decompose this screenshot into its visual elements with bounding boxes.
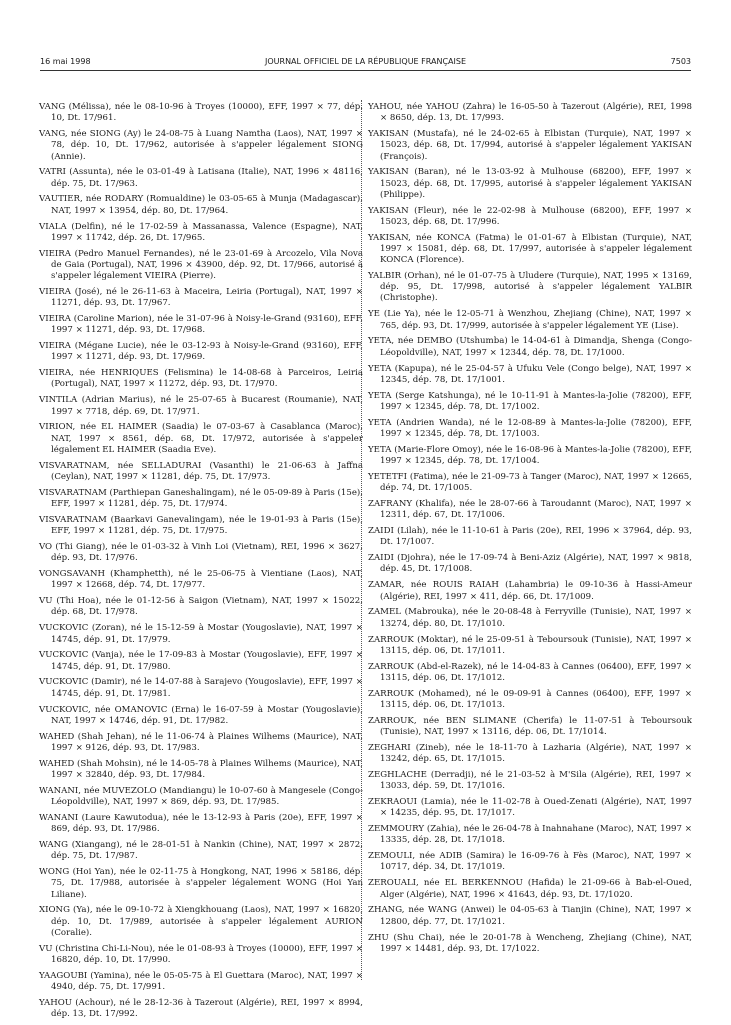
register-entry: VO (Thi Giang), née le 01-03-32 à Vinh Loi (Vietnam), REI, 1996 × 3627, dép. 93, Dt. 17/976. — [39, 542, 363, 564]
register-entry: YETA (Marie-Flore Omoy), née le 16-08-96 à Mantes-la-Jolie (78200), EFF, 1997 × 12345, dép. 78, Dt. 17/1004. — [368, 444, 692, 467]
register-entry: YETETFI (Fatima), née le 21-09-73 à Tanger (Maroc), NAT, 1997 × 12665, dép. 74, Dt. 17/1005. — [368, 471, 692, 494]
register-entry: ZHU (Shu Chai), née le 20-01-78 à Wencheng, Zhejiang (Chine), NAT, 1997 × 14481, dép. 93, Dt. 17/1022. — [368, 932, 692, 954]
register-entry: VISVARATNAM (Baarkavi Ganevalingam), née le 19-01-93 à Paris (15e), EFF, 1997 × 11281, dép. 75, Dt. 17/975. — [39, 514, 363, 537]
register-entry: ZARROUK (Mohamed), né le 09-09-91 à Cannes (06400), EFF, 1997 × 13115, dép. 06, Dt. 17/1013. — [368, 688, 692, 710]
register-entry: YETA (Serge Katshunga), né le 10-11-91 à Mantes-la-Jolie (78200), EFF, 1997 × 12345, dép. 78, Dt. 17/1002. — [368, 390, 692, 412]
register-entry: VUCKOVIC (Damir), né le 14-07-88 à Sarajevo (Yougoslavie), EFF, 1997 × 14745, dép. 91, Dt. 17/981. — [39, 677, 363, 699]
register-entry: YAHOU, née YAHOU (Zahra) le 16-05-50 à Tazerout (Algérie), REI, 1998 × 8650, dép. 13, Dt. 17/993. — [368, 102, 692, 124]
register-entry: ZEROUALI, née EL BERKENNOU (Hafida) le 21-09-66 à Bab-el-Oued, Alger (Algérie), NAT, 1996 × 41643, dép. 93, Dt. 17/1020. — [368, 878, 692, 900]
register-entry: VISVARATNAM (Parthiepan Ganeshalingam), né le 05-09-89 à Paris (15e), EFF, 1997 × 11281, dép. 75, Dt. 17/974. — [39, 487, 363, 510]
register-entry: VUCKOVIC (Zoran), né le 15-12-59 à Mostar (Yougoslavie), NAT, 1997 × 14745, dép. 91, Dt. 17/979. — [39, 623, 363, 645]
register-entry: YAHOU (Achour), né le 28-12-36 à Tazerout (Algérie), REI, 1997 × 8994, dép. 13, Dt. 17/992. — [39, 997, 363, 1020]
left-column — [39, 102, 363, 1025]
register-entry: WONG (Hoi Yan), née le 02-11-75 à Hongkong, NAT, 1996 × 58186, dép. 75, Dt. 17/988, autorisée à s'appeler légalement WONG (Hoi Yan Liliane). — [39, 867, 363, 900]
header-page-number: 7503 — [670, 57, 691, 66]
register-entry: YETA, née DEMBO (Utshumba) le 14-04-61 à Dimandja, Shenga (Congo-Léopoldville), NAT, 1997 × 12344, dép. 78, Dt. 17/1000. — [368, 336, 692, 358]
register-entry: ZEGHLACHE (Derradji), né le 21-03-52 à M'Sila (Algérie), REI, 1997 × 13033, dép. 59, Dt. 17/1016. — [368, 769, 692, 792]
register-entry: VUCKOVIC (Vanja), née le 17-09-83 à Mostar (Yougoslavie), EFF, 1997 × 14745, dép. 91, Dt. 17/980. — [39, 650, 363, 672]
register-entry: WANANI (Laure Kawutodua), née le 13-12-93 à Paris (20e), EFF, 1997 × 869, dép. 93, Dt. 17/986. — [39, 812, 363, 835]
register-entry: YAKISAN (Baran), né le 13-03-92 à Mulhouse (68200), EFF, 1997 × 15023, dép. 68, Dt. 17/995, autorisé à s'appeler légalement YAKISAN (Philippe). — [368, 167, 692, 200]
register-entry: VINTILA (Adrian Marius), né le 25-07-65 à Bucarest (Roumanie), NAT, 1997 × 7718, dép. 69, Dt. 17/971. — [39, 395, 363, 417]
register-entry: WANANI, née MUVEZOLO (Mandiangu) le 10-07-60 à Mangesele (Congo-Léopoldville), NAT, 1997 × 869, dép. 93, Dt. 17/985. — [39, 785, 363, 808]
register-entry: ZAMEL (Mabrouka), née le 20-08-48 à Ferryville (Tunisie), NAT, 1997 × 13274, dép. 80, Dt. 17/1010. — [368, 607, 692, 629]
register-entry: ZAFRANY (Khalifa), née le 28-07-66 à Taroudannt (Maroc), NAT, 1997 × 12311, dép. 67, Dt. 17/1006. — [368, 499, 692, 521]
right-column — [368, 102, 692, 960]
register-entry: VIALA (Delfin), né le 17-02-59 à Massanassa, Valence (Espagne), NAT, 1997 × 11742, dép. 26, Dt. 17/965. — [39, 221, 363, 243]
register-entry: YALBIR (Orhan), né le 01-07-75 à Uludere (Turquie), NAT, 1995 × 13169, dép. 95, Dt. 17/998, autorisé à s'appeler légalement YALBIR (Christophe). — [368, 271, 692, 304]
register-entry: VIRION, née EL HAIMER (Saadia) le 07-03-67 à Casablanca (Maroc), NAT, 1997 × 8561, dép. 68, Dt. 17/972, autorisée à s'appeler légalement EL HAIMER (Saadia Eve). — [39, 422, 363, 455]
register-entry: YAKISAN (Mustafa), né le 24-02-65 à Elbistan (Turquie), NAT, 1997 × 15023, dép. 68, Dt. 17/994, autorisé à s'appeler légalement YAKISAN (François). — [368, 129, 692, 162]
register-entry: ZEMOULI, née ADIB (Samira) le 16-09-76 à Fès (Maroc), NAT, 1997 × 10717, dép. 34, Dt. 17/1019. — [368, 851, 692, 873]
register-entry: ZEGHARI (Zineb), née le 18-11-70 à Lazharia (Algérie), NAT, 1997 × 13242, dép. 65, Dt. 17/1015. — [368, 742, 692, 765]
register-entry: VIEIRA (Pedro Manuel Fernandes), né le 23-01-69 à Arcozelo, Vila Nova de Gaia (Portugal), NAT, 1996 × 43900, dép. 92, Dt. 17/966, autorisé à s'appeler légalement VIEIRA (Pierre). — [39, 248, 363, 282]
register-entry: ZARROUK (Moktar), né le 25-09-51 à Teboursouk (Tunisie), NAT, 1997 × 13115, dép. 06, Dt. 17/1011. — [368, 634, 692, 656]
register-entry: WANG (Xiangang), né le 28-01-51 à Nankin (Chine), NAT, 1997 × 2872, dép. 75, Dt. 17/987. — [39, 840, 363, 862]
register-entry: VANG, née SIONG (Ay) le 24-08-75 à Luang Namtha (Laos), NAT, 1997 × 78, dép. 10, Dt. 17/962, autorisée à s'appeler légalement SIONG (Annie). — [39, 129, 363, 162]
register-entry: YAKISAN (Fleur), née le 22-02-98 à Mulhouse (68200), EFF, 1997 × 15023, dép. 68, Dt. 17/996. — [368, 205, 692, 227]
register-entry: XIONG (Ya), née le 09-10-72 à Xiengkhouang (Laos), NAT, 1997 × 16820, dép. 10, Dt. 17/989, autorisée à s'appeler légalement AURION (Coralie). — [39, 905, 363, 938]
register-entry: ZAIDI (Djohra), née le 17-09-74 à Beni-Aziz (Algérie), NAT, 1997 × 9818, dép. 45, Dt. 17/1008. — [368, 553, 692, 575]
register-entry: VIEIRA (Mégane Lucie), née le 03-12-93 à Noisy-le-Grand (93160), EFF, 1997 × 11271, dép. 93, Dt. 17/969. — [39, 341, 363, 363]
register-entry: VANG (Mélissa), née le 08-10-96 à Troyes (10000), EFF, 1997 × 77, dép. 10, Dt. 17/961. — [39, 102, 363, 124]
register-entry: ZAIDI (Lilah), née le 11-10-61 à Paris (20e), REI, 1996 × 37964, dép. 93, Dt. 17/1007. — [368, 526, 692, 548]
register-entry: YAAGOUBI (Yamina), née le 05-05-75 à El Guettara (Maroc), NAT, 1997 × 4940, dép. 75, Dt. 17/991. — [39, 970, 363, 993]
register-entry: ZEMMOURY (Zahia), née le 26-04-78 à Inahnahane (Maroc), NAT, 1997 × 13335, dép. 28, Dt. 17/1018. — [368, 824, 692, 846]
register-entry: VONGSAVANH (Khamphetth), né le 25-06-75 à Vientiane (Laos), NAT, 1997 × 12668, dép. 74, Dt. 17/977. — [39, 569, 363, 591]
register-entry: VU (Thi Hoa), née le 01-12-56 à Saigon (Vietnam), NAT, 1997 × 15022, dép. 68, Dt. 17/978. — [39, 596, 363, 618]
register-entry: YAKISAN, née KONCA (Fatma) le 01-01-67 à Elbistan (Turquie), NAT, 1997 × 15081, dép. 68, Dt. 17/997, autorisée à s'appeler légalement KONCA (Florence). — [368, 232, 692, 266]
header-title: JOURNAL OFFICIEL DE LA RÉPUBLIQUE FRANÇAISE — [265, 57, 466, 66]
register-entry: YETA (Kapupa), né le 25-04-57 à Ufuku Vele (Congo belge), NAT, 1997 × 12345, dép. 78, Dt. 17/1001. — [368, 363, 692, 385]
register-entry: WAHED (Shah Jehan), né le 11-06-74 à Plaines Wilhems (Maurice), NAT, 1997 × 9126, dép. 93, Dt. 17/983. — [39, 731, 363, 753]
register-entry: ZHANG, née WANG (Anwei) le 04-05-63 à Tianjin (Chine), NAT, 1997 × 12800, dép. 77, Dt. 17/1021. — [368, 905, 692, 927]
page-header — [40, 56, 691, 68]
register-entry: VAUTIER, née RODARY (Romualdine) le 03-05-65 à Munja (Madagascar), NAT, 1997 × 13954, dép. 80, Dt. 17/964. — [39, 194, 363, 216]
register-entry: VIEIRA (Caroline Marion), née le 31-07-96 à Noisy-le-Grand (93160), EFF, 1997 × 11271, dép. 93, Dt. 17/968. — [39, 314, 363, 336]
register-entry: ZEKRAOUI (Lamia), née le 11-02-78 à Oued-Zenati (Algérie), NAT, 1997 × 14235, dép. 95, Dt. 17/1017. — [368, 797, 692, 819]
register-entry: VUCKOVIC, née OMANOVIC (Erna) le 16-07-59 à Mostar (Yougoslavie), NAT, 1997 × 14746, dép. 91, Dt. 17/982. — [39, 704, 363, 726]
register-entry: VISVARATNAM, née SELLADURAI (Vasanthi) le 21-06-63 à Jaffna (Ceylan), NAT, 1997 × 11281, dép. 75, Dt. 17/973. — [39, 460, 363, 482]
header-date: 16 mai 1998 — [40, 57, 91, 66]
register-entry: VATRI (Assunta), née le 03-01-49 à Latisana (Italie), NAT, 1996 × 48116, dép. 75, Dt. 17/963. — [39, 167, 363, 189]
register-entry: YE (Lie Ya), née le 12-05-71 à Wenzhou, Zhejiang (Chine), NAT, 1997 × 765, dép. 93, Dt. 17/999, autorisée à s'appeler légalement YE (Lise). — [368, 309, 692, 331]
register-entry: ZARROUK (Abd-el-Razek), né le 14-04-83 à Cannes (06400), EFF, 1997 × 13115, dép. 06, Dt. 17/1012. — [368, 661, 692, 683]
register-entry: WAHED (Shah Mohsin), né le 14-05-78 à Plaines Wilhems (Maurice), NAT, 1997 × 32840, dép. 93, Dt. 17/984. — [39, 758, 363, 780]
register-entry: VIEIRA, née HENRIQUES (Felismina) le 14-08-68 à Parceiros, Leiria (Portugal), NAT, 1997 × 11272, dép. 93, Dt. 17/970. — [39, 368, 363, 390]
register-entry: ZAMAR, née ROUIS RAIAH (Lahambria) le 09-10-36 à Hassi-Ameur (Algérie), REI, 1997 × 411, dép. 66, Dt. 17/1009. — [368, 580, 692, 602]
register-entry: VU (Christina Chi-Li-Nou), née le 01-08-93 à Troyes (10000), EFF, 1997 × 16820, dép. 10, Dt. 17/990. — [39, 943, 363, 965]
register-entry: ZARROUK, née BEN SLIMANE (Cherifa) le 11-07-51 à Teboursouk (Tunisie), NAT, 1997 × 13116, dép. 06, Dt. 17/1014. — [368, 715, 692, 737]
register-entry: YETA (Andrien Wanda), né le 12-08-89 à Mantes-la-Jolie (78200), EFF, 1997 × 12345, dép. 78, Dt. 17/1003. — [368, 417, 692, 439]
column-divider — [361, 100, 362, 980]
header-rule — [40, 70, 691, 71]
register-entry: VIEIRA (José), né le 26-11-63 à Maceira, Leiria (Portugal), NAT, 1997 × 11271, dép. 93, Dt. 17/967. — [39, 286, 363, 309]
